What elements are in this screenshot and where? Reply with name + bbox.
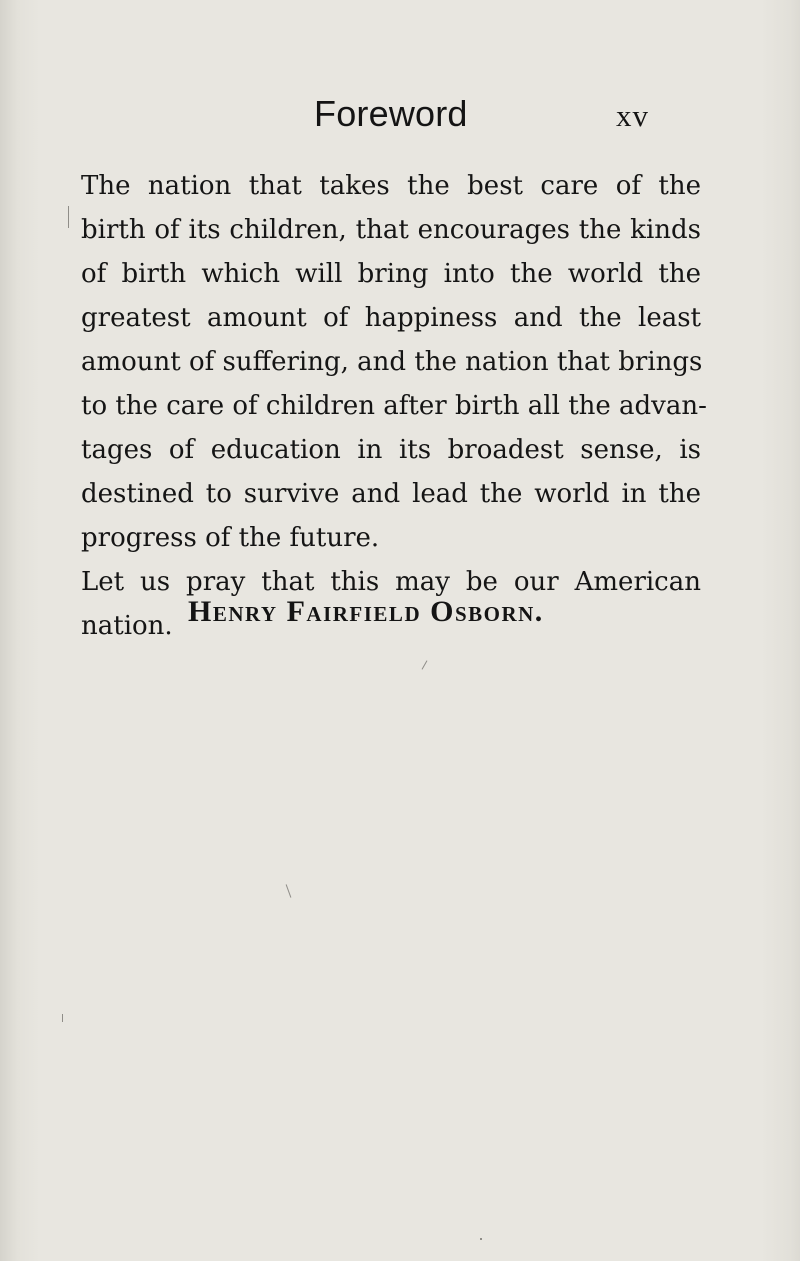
text-line: tages of education in its broadest sense, is [81, 435, 701, 465]
text-line: amount of suffering, and the nation that brings [81, 347, 703, 377]
text-line: destined to survive and lead the world in the [81, 479, 701, 509]
foreword-text [81, 164, 707, 648]
text-line: nation. [81, 611, 173, 641]
page-number: xv [616, 98, 649, 133]
paper-speck [68, 206, 69, 228]
running-title: Foreword [314, 93, 468, 134]
running-head [0, 92, 800, 142]
paper-speck [480, 1238, 482, 1240]
paper-speck [422, 660, 428, 669]
text-line: to the care of children after birth all the advan- [81, 391, 707, 421]
author-signature: Henry Fairfield Osborn. [188, 595, 544, 628]
text-line: The nation that takes the best care of the [81, 171, 701, 201]
text-line: birth of its children, that encourages the kinds [81, 215, 701, 245]
paper-speck [62, 1014, 63, 1022]
text-line: progress of the future. [81, 523, 380, 553]
text-line: of birth which will bring into the world the [81, 259, 701, 289]
text-line: Let us pray that this may be our American [81, 567, 701, 597]
text-line: greatest amount of happiness and the least [81, 303, 701, 333]
paper-speck [286, 884, 292, 897]
